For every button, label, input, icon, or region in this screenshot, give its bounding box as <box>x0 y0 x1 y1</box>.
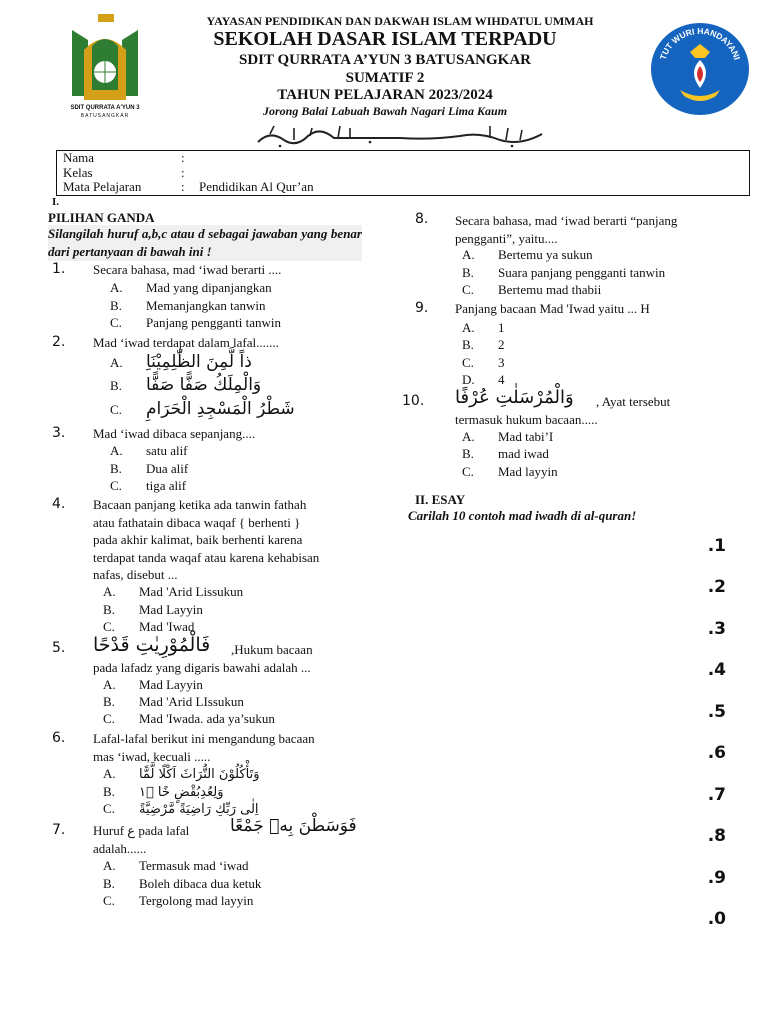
question-text: Bacaan panjang ketika ada tanwin fathah <box>93 497 307 512</box>
logo-caption: SDIT QURRATA A'YUN 3 <box>70 105 140 111</box>
answer-option[interactable]: B. Mad 'Arid LIssukun <box>103 694 244 709</box>
answer-option[interactable]: C. Bertemu mad thabii <box>462 282 602 297</box>
answer-option[interactable]: A. ذاً لَّمِنَ الظّٰلِمِيْنَاِ <box>110 352 252 372</box>
question-text: Mad ‘iwad terdapat dalam lafal....... <box>93 335 279 350</box>
answer-option[interactable]: C. شَطْرُ الْمَسْجِدِ الْحَرَامِ <box>110 399 295 419</box>
question-text: pada akhir kalimat, baik berhenti karena <box>93 532 303 547</box>
multiple-choice-instruction: Silangilah huruf a,b,c atau d sebagai jawaban yang benar dari pertanyaan di bawah ini ! <box>48 226 362 259</box>
question-text: pengganti”, yaitu.... <box>455 231 558 246</box>
school-branch: SDIT QURRATA A’YUN 3 BATUSANGKAR <box>239 52 531 68</box>
answer-option[interactable]: B. Boleh dibaca dua ketuk <box>103 876 262 891</box>
foundation-name: YAYASAN PENDIDIKAN DAN DAKWAH ISLAM WIHDATUL UMMAH <box>206 14 594 28</box>
identity-label: Kelas <box>63 165 93 180</box>
answer-option[interactable]: A. satu alif <box>110 443 188 458</box>
question-number: 8. <box>415 211 429 227</box>
logo-subcaption: BATUSANGKAR <box>80 113 130 119</box>
answer-option[interactable]: B. وَالْمِلَكُ صَفًّا صَفًّا <box>110 375 262 395</box>
question-text: atau fathatain dibaca waqaf { berhenti } <box>93 515 301 530</box>
identity-colon: : <box>181 179 185 194</box>
answer-option[interactable]: A. Mad 'Arid Lissukun <box>103 584 244 599</box>
essay-answer-line[interactable]: .8 <box>707 826 726 846</box>
answer-option[interactable]: B. 2 <box>462 337 505 352</box>
answer-option[interactable]: C. Mad 'Iwada. ada ya’sukun <box>103 711 275 726</box>
essay-answer-line[interactable]: .7 <box>707 785 726 805</box>
section-marker: I. <box>52 196 60 208</box>
arabic-verse: فَوَسَطْنَ بِهٖ جَمْعًا <box>230 816 357 836</box>
question-text: mas ‘iwad, kecuali ..... <box>93 749 211 764</box>
identity-label: Nama <box>63 150 95 165</box>
question-number: 2. <box>52 334 66 350</box>
question-number: 9. <box>415 300 429 316</box>
essay-instruction: Carilah 10 contoh mad iwadh di al-quran! <box>408 508 637 523</box>
question-text: Secara bahasa, mad ‘iwad berarti “panjang <box>455 213 678 228</box>
identity-label: Mata Pelajaran <box>63 179 142 194</box>
answer-option[interactable]: B. Mad Layyin <box>103 602 203 617</box>
multiple-choice-title: PILIHAN GANDA <box>48 210 155 225</box>
answer-option[interactable]: B. Memanjangkan tanwin <box>110 298 266 313</box>
question-text: Lafal-lafal berikut ini mengandung bacaan <box>93 731 315 746</box>
answer-option[interactable]: C. tiga alif <box>110 478 187 493</box>
question-text: , Ayat tersebut <box>596 394 671 409</box>
question-text: Mad ‘iwad dibaca sepanjang.... <box>93 426 256 441</box>
arabic-verse: وَالْمُرْسَلٰتِ عُرْفًا <box>455 387 574 408</box>
question-number: 3. <box>52 425 66 441</box>
answer-option[interactable]: A. Termasuk mad ‘iwad <box>103 858 249 873</box>
school-address: Jorong Balai Labuah Bawah Nagari Lima Kaum <box>262 104 508 118</box>
answer-option[interactable]: C. اِلٰى رَبِّكِ رَاضِيَةً مَّرْضِيَّةً <box>103 801 259 817</box>
essay-answer-line[interactable]: .6 <box>707 743 726 763</box>
question-text: ,Hukum bacaan <box>231 642 313 657</box>
essay-answer-line[interactable]: .2 <box>707 577 726 597</box>
identity-row-name[interactable] <box>63 151 199 165</box>
identity-row-class[interactable] <box>63 166 199 180</box>
answer-option[interactable]: B. mad iwad <box>462 446 549 461</box>
question-text: nafas, disebut ... <box>93 567 178 582</box>
answer-option[interactable]: C. Panjang pengganti tanwin <box>110 315 282 330</box>
answer-option[interactable]: C. Mad layyin <box>462 464 558 479</box>
question-number: 6. <box>52 730 66 746</box>
answer-option[interactable]: A. Bertemu ya sukun <box>462 247 593 262</box>
exam-title: SUMATIF 2 <box>345 70 425 86</box>
question-text: Panjang bacaan Mad 'Iwad yaitu ... H <box>455 301 650 316</box>
identity-colon: : <box>181 165 185 180</box>
answer-option[interactable]: C. 3 <box>462 355 505 370</box>
tut-wuri-handayani-logo <box>650 22 750 116</box>
essay-answer-line[interactable]: .4 <box>707 660 726 680</box>
question-text: Secara bahasa, mad ‘iwad berarti .... <box>93 262 282 277</box>
question-text: Huruf ع pada lafal <box>93 823 190 838</box>
question-number: 4. <box>52 496 66 512</box>
essay-title: II. ESAY <box>415 492 466 507</box>
answer-option[interactable]: A. وَتَأْكُلُوْنَ التُّرَاثَ اَكْلًا لَّمًّا <box>103 766 260 782</box>
essay-answer-line[interactable]: .9 <box>707 868 726 888</box>
answer-option[interactable]: C. Tergolong mad layyin <box>103 893 254 908</box>
logo-motto: TUT WURI HANDAYANI <box>657 25 743 62</box>
answer-option[interactable]: A. Mad tabi’I <box>462 429 554 444</box>
school-name: SEKOLAH DASAR ISLAM TERPADU <box>213 28 557 50</box>
answer-option[interactable]: B. Dua alif <box>110 461 189 476</box>
essay-answer-line[interactable]: .5 <box>707 702 726 722</box>
question-number: 5. <box>52 640 66 656</box>
answer-option[interactable]: A. 1 <box>462 320 505 335</box>
question-number: 10. <box>402 393 425 409</box>
identity-value: Pendidikan Al Qur’an <box>199 179 314 194</box>
question-number: 7. <box>52 822 66 838</box>
question-number: 1. <box>52 261 66 277</box>
academic-year: TAHUN PELAJARAN 2023/2024 <box>277 87 493 103</box>
bismillah-calligraphy <box>250 122 550 150</box>
question-text: termasuk hukum bacaan..... <box>455 412 598 427</box>
answer-option[interactable]: B. وَلِعُدِبُقْضٍ خًا ۱ۘ <box>103 784 224 800</box>
student-identity-box <box>56 150 750 196</box>
school-logo <box>62 10 148 122</box>
essay-answer-line[interactable]: .3 <box>707 619 726 639</box>
question-text: adalah...... <box>93 841 147 856</box>
question-text: terdapat tanda waqaf atau karena kehabisan <box>93 550 320 565</box>
identity-colon: : <box>181 150 185 165</box>
essay-answer-line[interactable]: .1 <box>707 536 726 556</box>
identity-row-subject <box>63 180 314 194</box>
essay-answer-line[interactable]: .0 <box>707 909 726 929</box>
answer-option[interactable]: C. Mad 'Iwad <box>103 619 195 634</box>
arabic-verse: فَالْمُوْرِيٰتِ قَدْحًا <box>93 634 211 656</box>
answer-option[interactable]: B. Suara panjang pengganti tanwin <box>462 265 666 280</box>
answer-option[interactable]: A. Mad Layyin <box>103 677 203 692</box>
answer-option[interactable]: D. 4 <box>462 372 505 387</box>
question-text: pada lafadz yang digaris bawahi adalah ... <box>93 660 311 675</box>
answer-option[interactable]: A. Mad yang dipanjangkan <box>110 280 272 295</box>
